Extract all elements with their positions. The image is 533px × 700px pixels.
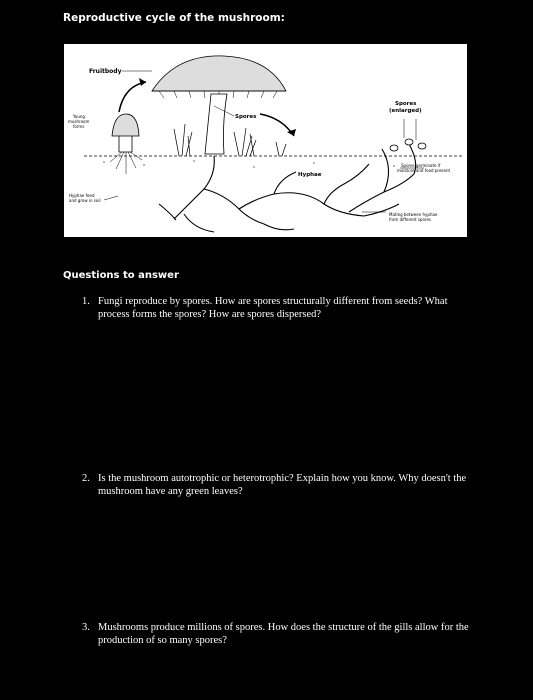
question-number: 1.: [82, 296, 90, 307]
young-mushroom: [110, 114, 142, 174]
enlarged-spores: [390, 139, 426, 151]
hyphae-network: [159, 144, 416, 232]
grass: [174, 124, 286, 156]
label-spores-enlarged: (enlarged): [389, 108, 422, 114]
label-young-mushroom: forms: [73, 124, 85, 129]
question-number: 3.: [82, 622, 90, 633]
label-young-mushroom: mushroom: [68, 119, 90, 124]
question-text: Fungi reproduce by spores. How are spores structurally different from seeds? What process forms the spores? How are spores dispersed?: [98, 296, 448, 320]
label-hyphae: Hyphae: [298, 172, 322, 178]
label-mating-hyphae: from different spores: [389, 217, 432, 222]
questions-heading: Questions to answer: [63, 270, 179, 281]
label-young-mushroom: Young: [73, 114, 85, 119]
question-number: 2.: [82, 473, 90, 484]
label-mating-hyphae: Mating between hyphae: [389, 212, 438, 217]
question-text: Is the mushroom autotrophic or heterotrophic? Explain how you know. Why doesn't the mushroom have any green leaves?: [98, 473, 467, 497]
label-fruitbody: Fruitbody: [89, 68, 122, 75]
arrow-young-to-fruitbody: [119, 82, 146, 112]
label-spores-germinate: Spores germinate if: [401, 163, 441, 168]
page-title: Reproductive cycle of the mushroom:: [63, 12, 285, 24]
mushroom-cycle-diagram: [64, 44, 467, 237]
fruitbody-mushroom: [152, 56, 286, 154]
question-text: Mushrooms produce millions of spores. How does the structure of the gills allow for the production of so many spores?: [98, 622, 469, 646]
label-spores: Spores: [235, 114, 257, 120]
label-spores-germinate: moisture and food present: [397, 168, 451, 173]
label-hyphae-feed: Hyphae feed: [69, 193, 95, 198]
label-spores-enlarged: Spores: [395, 101, 417, 107]
label-hyphae-feed: and grow in soil: [69, 198, 101, 203]
